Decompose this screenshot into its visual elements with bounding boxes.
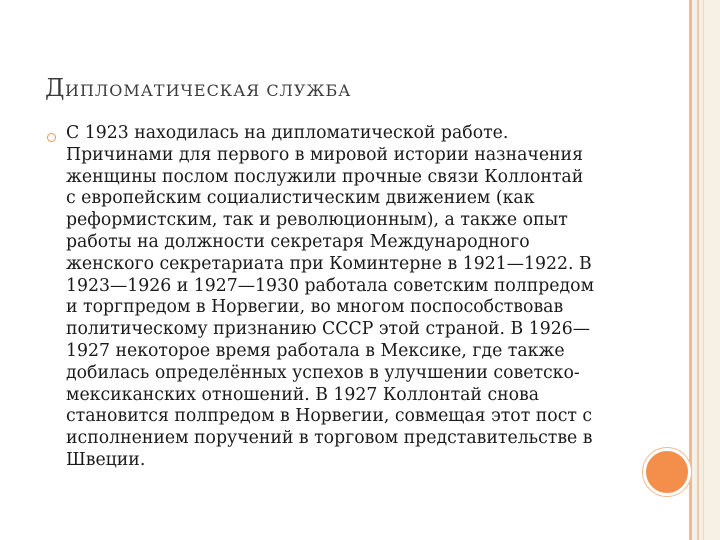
body-line: 1923—1926 и 1927—1930 работала советским полпредом	[66, 275, 595, 296]
body-line: С 1923 находилась на дипломатической работе.	[66, 123, 509, 143]
page-title	[45, 74, 351, 102]
body-line: женщины послом послужили прочные связи Коллонтай	[66, 166, 584, 187]
body-line: становится полпредом в Норвегии, совмещая этот пост с	[66, 406, 593, 427]
body-line: политическому признанию СССР этой страной. В 1926—	[66, 319, 590, 340]
side-stripe	[703, 0, 704, 540]
body-line: и торгпредом в Норвегии, во многом поспособствовав	[66, 297, 564, 318]
body-paragraph	[66, 123, 626, 472]
body-line: женского секретариата при Коминтерне в 1921—1922. В	[66, 253, 592, 274]
title-first-letter: Д	[45, 74, 66, 102]
accent-circle-decoration	[643, 448, 691, 496]
body-line: с европейским социалистическим движением (как	[66, 188, 535, 209]
body-line: реформистским, так и революционным), а также опыт	[66, 210, 568, 231]
body-line: 1927 некоторое время работала в Мексике, где также	[66, 340, 565, 361]
body-line: Швеции.	[66, 449, 146, 470]
side-stripe	[689, 0, 692, 540]
title-rest: ИПЛОМАТИЧЕСКАЯ СЛУЖБА	[65, 81, 352, 100]
circle-bullet-icon	[47, 133, 56, 142]
side-stripe	[697, 0, 699, 540]
body-line: работы на должности секретаря Международного	[66, 231, 530, 252]
body-line: Причинами для первого в мировой истории назначения	[66, 144, 583, 165]
body-line: исполнением поручений в торговом представительстве в	[66, 428, 593, 449]
title-divider	[45, 112, 635, 113]
body-line: добилась определённых успехов в улучшении советско-	[66, 362, 580, 383]
body-line: мексиканских отношений. В 1927 Коллонтай снова	[66, 384, 540, 405]
